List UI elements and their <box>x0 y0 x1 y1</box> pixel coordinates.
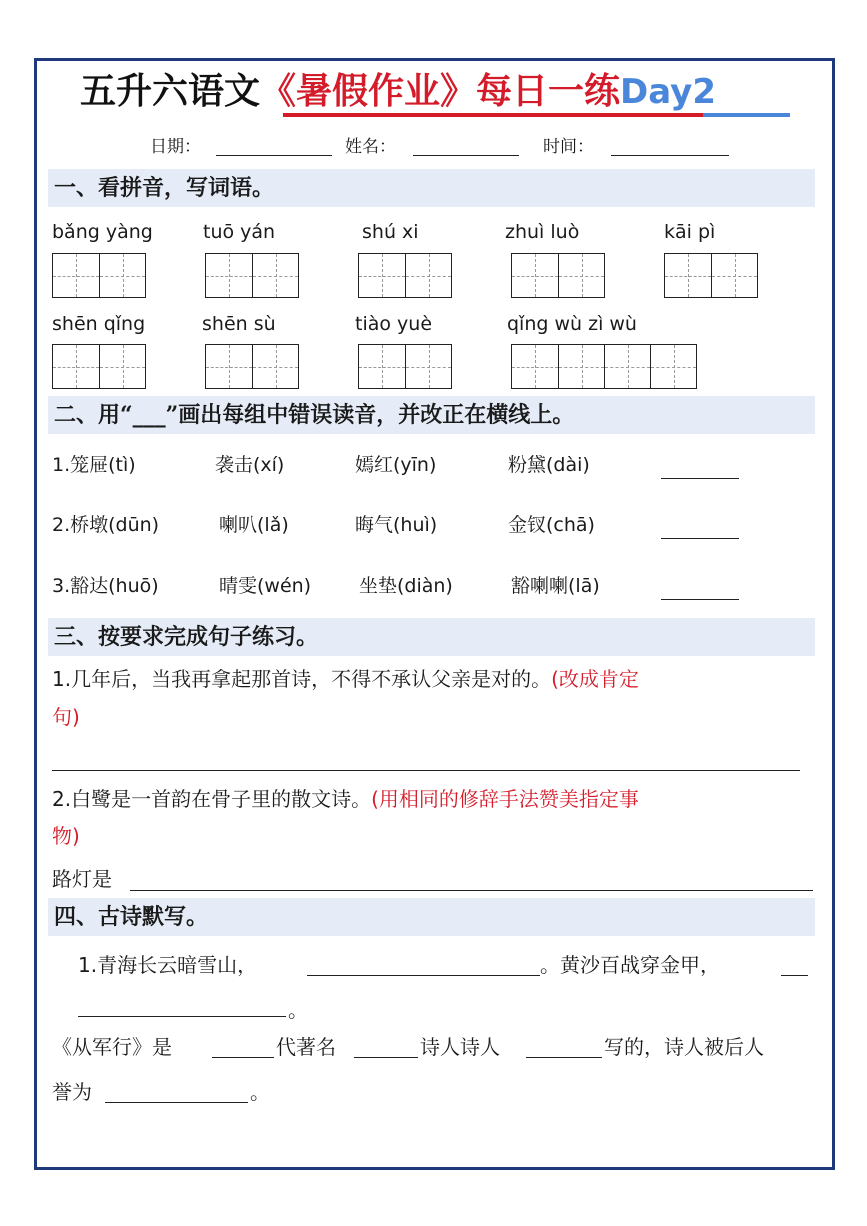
question-1 <box>52 661 639 697</box>
item: 3.豁达(huō) <box>52 575 159 597</box>
title-day: Day2 <box>620 72 716 112</box>
section4-heading: 四、古诗默写。 <box>54 904 209 930</box>
title-homework: 《暑假作业》每日一练 <box>260 70 621 112</box>
date-blank[interactable] <box>216 155 332 156</box>
pinyin: tiào yuè <box>355 313 433 335</box>
poem-info-b: 代著名 <box>276 1035 336 1059</box>
answer-blank[interactable] <box>661 478 739 479</box>
poet-name-blank[interactable] <box>526 1057 602 1058</box>
q2-prefix: 路灯是 <box>52 867 112 891</box>
q1-text: 1.几年后，当我再拿起那首诗，不得不承认父亲是对的。 <box>52 667 552 691</box>
item: 袭击(xí) <box>215 454 285 476</box>
character-grid[interactable] <box>52 344 146 389</box>
character-grid[interactable] <box>511 344 697 389</box>
answer-blank[interactable] <box>661 599 739 600</box>
q1-requirement: (改成肯定 <box>551 667 639 691</box>
item: 喇叭(lǎ) <box>219 514 289 536</box>
dynasty-blank[interactable] <box>212 1057 274 1058</box>
q1-requirement-cont: 句) <box>52 705 80 729</box>
character-grid[interactable] <box>52 253 146 298</box>
character-grid[interactable] <box>511 253 605 298</box>
poem-info-c: 诗人诗人 <box>420 1035 500 1059</box>
character-grid[interactable] <box>358 253 452 298</box>
question-2 <box>52 781 639 817</box>
character-grid[interactable] <box>205 253 299 298</box>
character-grid[interactable] <box>205 344 299 389</box>
time-blank[interactable] <box>611 155 729 156</box>
pinyin: bǎng yàng <box>52 221 153 243</box>
character-grid[interactable] <box>358 344 452 389</box>
item: 晴雯(wén) <box>219 575 312 597</box>
title-blank[interactable] <box>105 1102 248 1103</box>
item: 豁喇喇(lā) <box>511 575 600 597</box>
pinyin: zhuì luò <box>505 221 580 243</box>
poem-blank[interactable] <box>307 975 540 976</box>
poem-line-2-end: 。 <box>288 998 308 1022</box>
title-grade: 五升六语文 <box>80 70 261 112</box>
item: 2.桥墩(dūn) <box>52 514 160 536</box>
poem-line-1b: 。黄沙百战穿金甲， <box>540 953 720 977</box>
q1-answer-line[interactable] <box>52 770 800 771</box>
poem-info-a: 《从军行》是 <box>52 1035 172 1059</box>
name-label: 姓名： <box>345 137 396 157</box>
character-grid[interactable] <box>664 253 758 298</box>
pinyin: qǐng wù zì wù <box>507 313 637 335</box>
page-title <box>80 66 716 116</box>
section2-heading: 二、用“___”画出每组中错误读音，并改正在横线上。 <box>54 402 575 428</box>
answer-blank[interactable] <box>661 538 739 539</box>
section3-heading: 三、按要求完成句子练习。 <box>54 624 319 650</box>
q2-answer-line[interactable] <box>130 890 813 891</box>
name-blank[interactable] <box>413 155 519 156</box>
q2-text: 2.白鹭是一首韵在骨子里的散文诗。 <box>52 787 372 811</box>
poet-type-blank[interactable] <box>354 1057 418 1058</box>
poem-blank[interactable] <box>78 1016 286 1017</box>
poem-blank[interactable] <box>781 975 808 976</box>
item: 坐垫(diàn) <box>359 575 453 597</box>
item: 嫣红(yīn) <box>355 454 437 476</box>
item: 金钗(chā) <box>508 514 595 536</box>
item: 粉黛(dài) <box>508 454 590 476</box>
poem-info-end: 。 <box>250 1080 270 1104</box>
date-label: 日期： <box>150 137 201 157</box>
pinyin: kāi pì <box>664 221 716 243</box>
title-underline-blue <box>703 113 790 117</box>
poem-info-d: 写的，诗人被后人 <box>604 1035 764 1059</box>
q2-requirement-cont: 物) <box>52 824 80 848</box>
pinyin: shēn sù <box>202 313 276 335</box>
poem-info-e: 誉为 <box>52 1080 92 1104</box>
pinyin: shú xi <box>362 221 419 243</box>
time-label: 时间： <box>543 137 594 157</box>
title-underline-red <box>283 113 703 117</box>
item: 晦气(huì) <box>355 514 438 536</box>
item: 1.笼屉(tì) <box>52 454 136 476</box>
poem-line-1a: 1.青海长云暗雪山， <box>78 953 258 977</box>
pinyin: tuō yán <box>203 221 276 243</box>
pinyin: shēn qǐng <box>52 313 146 335</box>
q2-requirement: (用相同的修辞手法赞美指定事 <box>371 787 639 811</box>
section1-heading: 一、看拼音，写词语。 <box>54 175 275 201</box>
